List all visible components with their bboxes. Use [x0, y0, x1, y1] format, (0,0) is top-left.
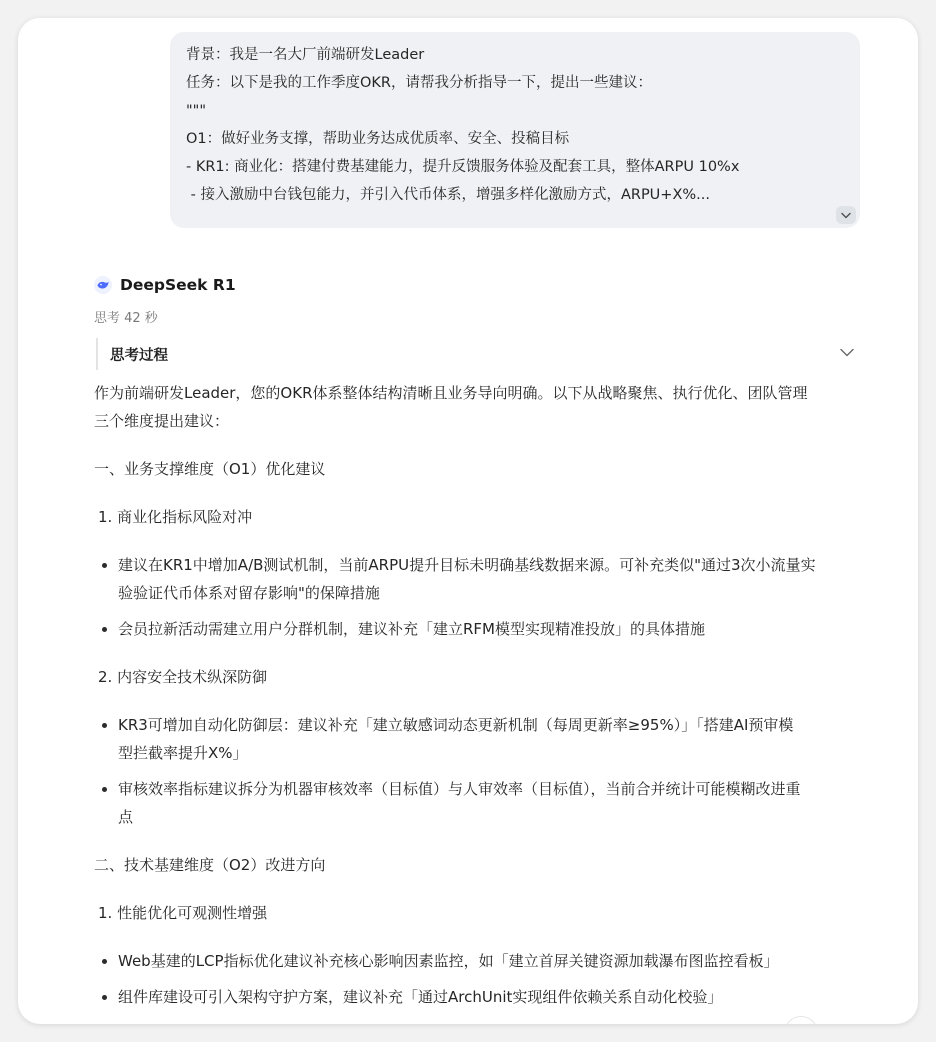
bullet-text: 审核效率指标建议拆分为机器审核效率（目标值）与人审效率（目标值），当前合并统计可能模糊改进重	[118, 780, 801, 798]
section-heading: 一、业务支撑维度（O1）优化建议	[94, 460, 326, 478]
bullet-text: 验验证代币体系对留存影响"的保障措施	[118, 584, 380, 602]
chat-window	[18, 18, 918, 1024]
expand-message-button[interactable]	[836, 206, 856, 224]
scroll-to-bottom-button[interactable]	[784, 1016, 818, 1024]
bullet-text: Web基建的LCP指标优化建议补充核心影响因素监控，如「建立首屏关键资源加载瀑布图监控看板」	[118, 952, 779, 970]
user-message-line: - 接入激励中台钱包能力，并引入代币体系，增强多样化激励方式，ARPU+X%...	[186, 187, 710, 203]
bot-name: DeepSeek R1	[120, 276, 236, 294]
answer-intro: 三个维度提出建议：	[94, 412, 230, 430]
user-message-line: 背景：我是一名大厂前端研发Leader	[186, 47, 425, 63]
numbered-item: 1. 商业化指标风险对冲	[98, 508, 253, 526]
think-process-toggle[interactable]	[96, 338, 862, 370]
user-message-line: 任务：以下是我的工作季度OKR，请帮我分析指导一下，提出一些建议：	[186, 75, 652, 91]
user-message-line: - KR1: 商业化：搭建付费基建能力，提升反馈服务体验及配套工具，整体ARPU 10%x	[186, 159, 740, 175]
chevron-down-icon	[841, 212, 851, 219]
bullet-dot	[102, 995, 107, 1000]
bullet-dot	[102, 563, 107, 568]
bot-header	[94, 276, 236, 294]
user-message-line: O1：做好业务支撑，帮助业务达成优质率、安全、投稿目标	[186, 131, 570, 147]
bullet-text: 点	[118, 808, 134, 826]
chevron-down-icon	[840, 348, 854, 357]
bullet-dot	[102, 723, 107, 728]
deepseek-whale-icon	[94, 276, 112, 294]
bullet-dot	[102, 959, 107, 964]
bullet-text: 建议在KR1中增加A/B测试机制，当前ARPU提升目标未明确基线数据来源。可补充类似"通过3次小流量实	[118, 556, 816, 574]
bullet-text: 组件库建设可引入架构守护方案，建议补充「通过ArchUnit实现组件依赖关系自动化校验」	[118, 988, 723, 1006]
answer-intro: 作为前端研发Leader，您的OKR体系整体结构清晰且业务导向明确。以下从战略聚焦、执行优化、团队管理	[94, 384, 808, 402]
think-time: 思考 42 秒	[94, 311, 158, 326]
bullet-text: 型拦截率提升X%」	[118, 744, 248, 762]
user-message-bubble	[170, 32, 860, 228]
bullet-dot	[102, 787, 107, 792]
user-message-line: """	[186, 103, 207, 119]
bullet-text: KR3可增加自动化防御层：建议补充「建立敏感词动态更新机制（每周更新率≥95%）」「搭建AI预审模	[118, 716, 794, 734]
numbered-item: 2. 内容安全技术纵深防御	[98, 668, 268, 686]
section-heading: 二、技术基建维度（O2）改进方向	[94, 856, 326, 874]
bullet-text: 会员拉新活动需建立用户分群机制，建议补充「建立RFM模型实现精准投放」的具体措施	[118, 620, 705, 638]
numbered-item: 1. 性能优化可观测性增强	[98, 904, 268, 922]
bullet-dot	[102, 627, 107, 632]
think-process-label: 思考过程	[110, 348, 168, 364]
